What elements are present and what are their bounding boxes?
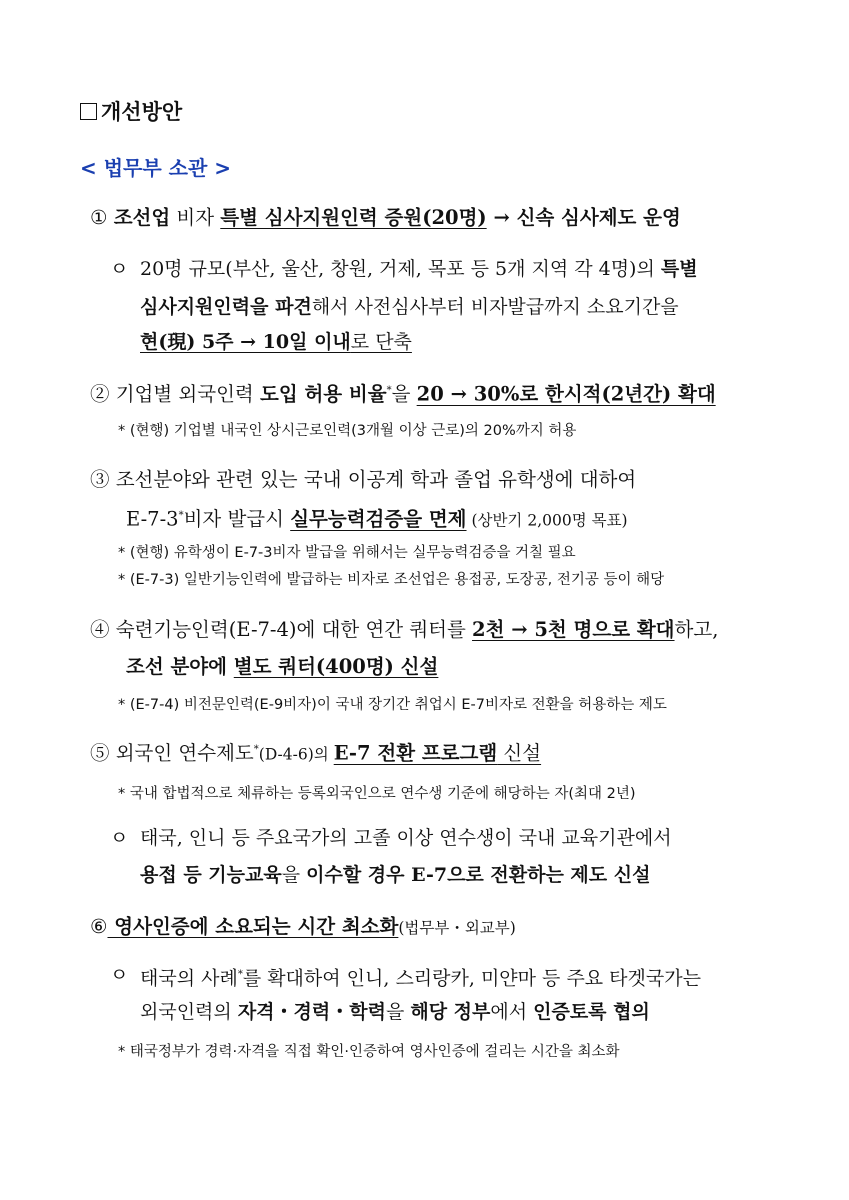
- department-label: < 법무부 소관 >: [80, 156, 232, 180]
- item-1-title: ① 조선업 비자 특별 심사지원인력 증원(20명) → 신속 심사제도 운영: [90, 206, 681, 229]
- item-number: ③: [90, 468, 110, 491]
- item-2-title: ② 기업별 외국인력 도입 허용 비율*을 20 → 30%로 한시적(2년간) 확대: [90, 382, 716, 406]
- item-1-line-3: 현(現) 5주 → 10일 이내로 단축: [140, 331, 412, 353]
- item-number: ⑥: [90, 915, 108, 938]
- item-5-line-2: 용접 등 기능교육을 이수할 경우 E-7으로 전환하는 제도 신설: [140, 864, 651, 886]
- item-number: ②: [90, 382, 110, 406]
- item-6-title: ⑥ 영사인증에 소요되는 시간 최소화(법무부・외교부): [90, 915, 516, 938]
- item-number: ④: [90, 618, 110, 641]
- item-6-line-1: 태국의 사례*를 확대하여 인니, 스리랑카, 미얀마 등 주요 타겟국가는: [140, 967, 701, 990]
- bullet-icon: ㅇ: [110, 258, 129, 280]
- section-heading: [80, 96, 182, 126]
- item-1-line-2: 심사지원인력을 파견해서 사전심사부터 비자발급까지 소요기간을: [140, 296, 679, 318]
- item-3-line-1: ③ 조선분야와 관련 있는 국내 이공계 학과 졸업 유학생에 대하여: [90, 468, 637, 491]
- item-1-line-1: 20명 규모(부산, 울산, 창원, 거제, 목포 등 5개 지역 각 4명)의 특별: [140, 258, 698, 280]
- item-4-line-1: ④ 숙련기능인력(E-7-4)에 대한 연간 쿼터를 2천 → 5천 명으로 확대하고,: [90, 618, 719, 641]
- bullet-icon: ㅇ: [110, 964, 129, 986]
- item-5-line-1: 태국, 인니 등 주요국가의 고졸 이상 연수생이 국내 교육기관에서: [140, 827, 672, 849]
- item-3-note-1: * (현행) 유학생이 E-7-3비자 발급을 위해서는 실무능력검증을 거칠 필요: [118, 545, 576, 561]
- checkbox-square-icon: [80, 103, 97, 120]
- item-1-bullet: [110, 250, 128, 288]
- bullet-icon: ㅇ: [110, 827, 129, 849]
- item-5-title: ⑤ 외국인 연수제도*(D-4-6)의 E-7 전환 프로그램 신설: [90, 741, 542, 765]
- item-number: ⑤: [90, 741, 110, 765]
- item-3-note-2: * (E-7-3) 일반기능인력에 발급하는 비자로 조선업은 용접공, 도장공, 전기공 등이 해당: [118, 572, 665, 588]
- item-6-line-2: 외국인력의 자격・경력・학력을 해당 정부에서 인증토록 협의: [140, 1001, 650, 1023]
- heading-title: 개선방안: [101, 100, 183, 124]
- item-5-bullet: [110, 819, 128, 857]
- item-3-line-2: E-7-3*비자 발급시 실무능력검증을 면제 (상반기 2,000명 목표): [126, 507, 628, 531]
- item-4-note: * (E-7-4) 비전문인력(E-9비자)이 국내 장기간 취업시 E-7비자로 전환을 허용하는 제도: [118, 697, 667, 713]
- item-6-note: * 태국정부가 경력·자격을 직접 확인·인증하여 영사인증에 걸리는 시간을 최소화: [118, 1044, 620, 1060]
- item-6-bullet: [110, 956, 128, 994]
- item-number: ①: [90, 206, 108, 229]
- item-5-note: * 국내 합법적으로 체류하는 등록외국인으로 연수생 기준에 해당하는 자(최대 2년): [118, 786, 636, 802]
- item-4-line-2: 조선 분야에 별도 쿼터(400명) 신설: [126, 655, 439, 678]
- item-2-note: * (현행) 기업별 내국인 상시근로인력(3개월 이상 근로)의 20%까지 허용: [118, 423, 577, 439]
